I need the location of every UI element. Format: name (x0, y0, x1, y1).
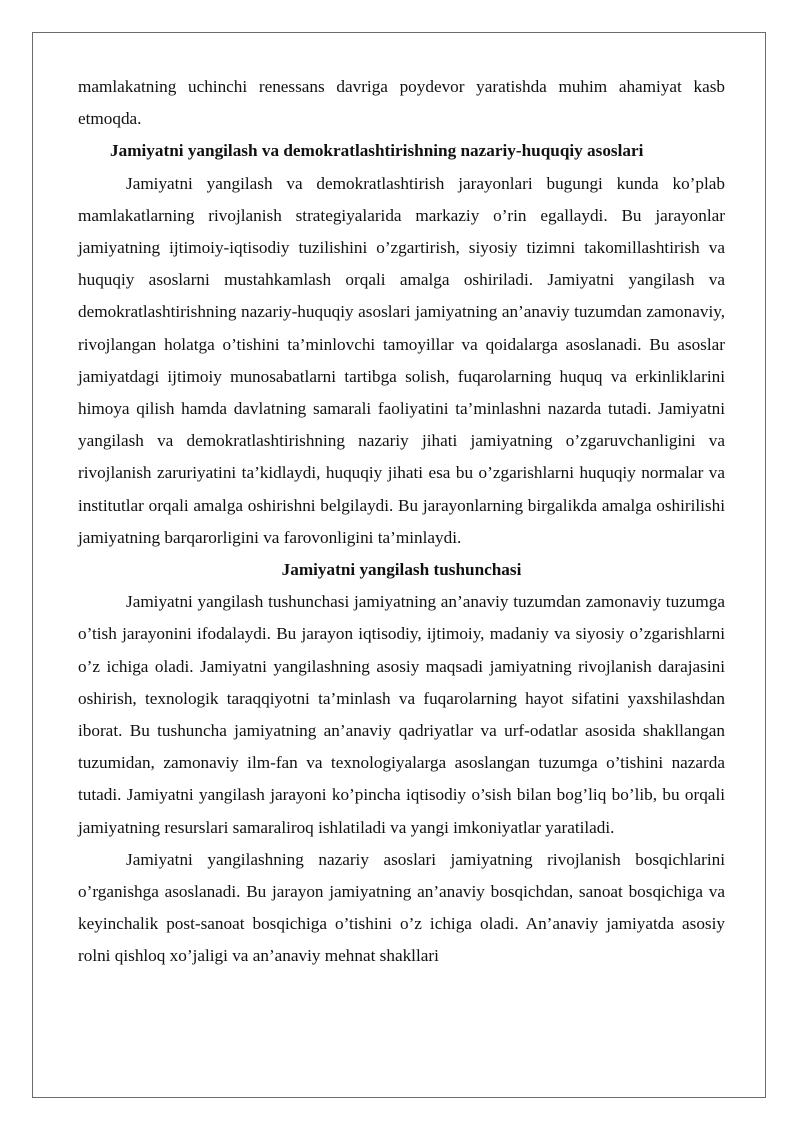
document-body (78, 71, 725, 973)
body-paragraph: Jamiyatni yangilashning nazariy asoslari jamiyatning rivojlanish bosqichlarini o’rganishga asoslanadi. Bu jarayon jamiyatning an’anaviy bosqichdan, sanoat bosqichiga va keyinchalik post-sanoat bosqichiga o’tishini o’z ichiga oladi. An’anaviy jamiyatda asosiy rolni qishloq xo’jaligi va an’anaviy mehnat shakllari (78, 849, 725, 966)
subsection-heading: Jamiyatni yangilash tushunchasi (281, 560, 522, 580)
section-heading: Jamiyatni yangilash va demokratlashtirishning nazariy-huquqiy asoslari (110, 141, 644, 161)
lead-paragraph: mamlakatning uchinchi renessans davriga poydevor yaratishda muhim ahamiyat kasb etmoqda. (78, 77, 725, 129)
body-paragraph: Jamiyatni yangilash va demokratlashtirish jarayonlari bugungi kunda ko’plab mamlakatlarning rivojlanish strategiyalarida markaziy o’rin egallaydi. Bu jarayonlar jamiyatning ijtimoiy-iqtisodiy tuzilishini o’zgartirish, siyosiy tizimni takomillashtirish va huquqiy asoslarni mustahkamlash orqali amalga oshiriladi. Jamiyatni yangilash va demokratlashtirishning nazariy-huquqiy asoslari jamiyatning an’anaviy tuzumdan zamonaviy, rivojlangan holatga o’tishini ta’minlovchi tamoyillar va qoidalarga asoslanadi. Bu asoslar jamiyatdagi ijtimoiy munosabatlarni tartibga solish, fuqarolarning huquq va erkinliklarini himoya qilish hamda davlatning samarali faoliyatini ta’minlashni nazarda tutadi. Jamiyatni yangilash va demokratlashtirishning nazariy jihati jamiyatning o’zgaruvchanligini va rivojlanish zaruriyatini ta’kidlaydi, huquqiy jihati esa bu o’zgarishlarni huquqiy normalar va institutlar orqali amalga oshirishni belgilaydi. Bu jarayonlarning birgalikda amalga oshirilishi jamiyatning barqarorligini va farovonligini ta’minlaydi. (78, 173, 725, 547)
body-paragraph: Jamiyatni yangilash tushunchasi jamiyatning an’anaviy tuzumdan zamonaviy tuzumga o’tish jarayonini ifodalaydi. Bu jarayon iqtisodiy, ijtimoiy, madaniy va siyosiy o’zgarishlarni o’z ichiga oladi. Jamiyatni yangilashning asosiy maqsadi jamiyatning rivojlanish darajasini oshirish, texnologik taraqqiyotni ta’minlash va fuqarolarning hayot sifatini yaxshilashdan iborat. Bu tushuncha jamiyatning an’anaviy qadriyatlar va urf-odatlar asosida shakllangan tuzumidan, zamonaviy ilm-fan va texnologiyalarga asoslangan tuzumga o’tishini nazarda tutadi. Jamiyatni yangilash jarayoni ko’pincha iqtisodiy o’sish bilan bog’liq bo’lib, bu orqali jamiyatning resurslari samaraliroq ishlatiladi va yangi imkoniyatlar yaratiladi. (78, 592, 725, 837)
